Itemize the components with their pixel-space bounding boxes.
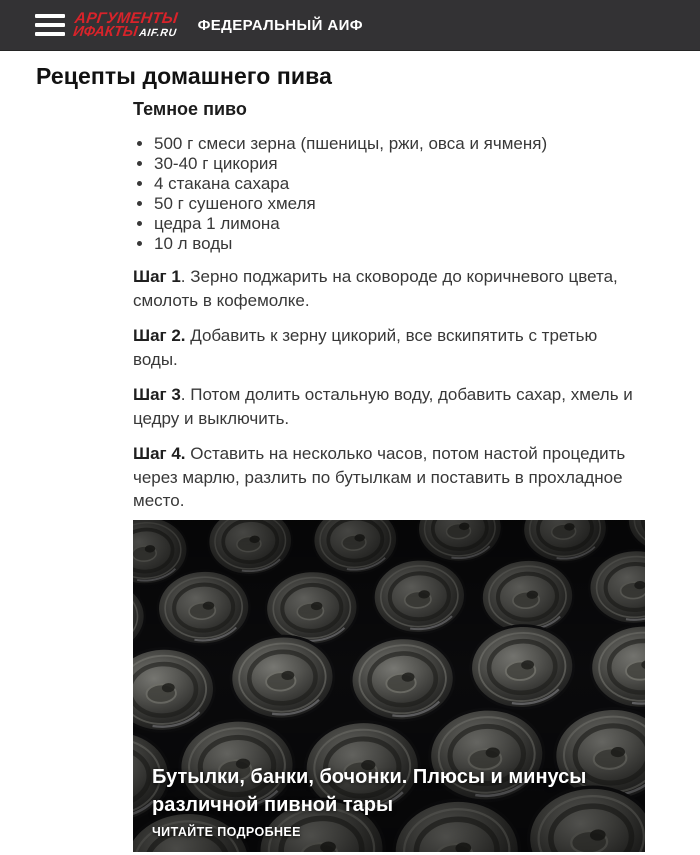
step-text: . Потом долить остальную воду, добавить сахар, хмель и цедру и выключить. (133, 385, 633, 428)
ingredient-item: • 10 л воды (154, 234, 645, 254)
recipe-step-2 (133, 324, 645, 371)
recipe-step-3 (133, 383, 645, 430)
ingredients-list (133, 134, 645, 253)
teaser-headline-link[interactable]: Бутылки, банки, бочонки. Плюсы и минусы различной пивной тары (152, 766, 587, 817)
step-label: Шаг 1 (133, 267, 181, 287)
recipe-heading: Темное пиво (133, 99, 247, 120)
step-text: . Зерно поджарить на сковороде до коричневого цвета, смолоть в кофемолке. (133, 267, 618, 310)
recipe-step-1 (133, 265, 645, 312)
site-header (0, 0, 700, 51)
aif-logo-line2: ИФАКТЫAIF.RU (72, 23, 178, 40)
step-text: Оставить на несколько часов, потом настой процедить через марлю, разлить по бутылкам и поставить в прохладное место. (133, 444, 626, 510)
ingredient-item: • 500 г смеси зерна (пшеницы, ржи, овса и ячменя) (154, 134, 645, 154)
page-title: Рецепты домашнего пива (36, 63, 332, 89)
related-article-teaser[interactable] (133, 520, 645, 852)
step-label: Шаг 2. (133, 326, 186, 346)
ingredient-item: • цедра 1 лимона (154, 214, 645, 234)
step-label: Шаг 3 (133, 385, 181, 405)
federal-aif-link[interactable]: ФЕДЕРАЛЬНЫЙ АИФ (197, 16, 363, 34)
aif-logo-line1: АРГУМЕНТЫ (73, 9, 179, 27)
read-more-link[interactable]: ЧИТАЙТЕ ПОДРОБНЕЕ (152, 825, 301, 840)
article-body (133, 99, 645, 512)
article-main (0, 63, 700, 852)
aif-logo-domain: AIF.RU (138, 26, 178, 39)
recipe-step-4 (133, 442, 645, 512)
ingredient-item: • 4 стакана сахара (154, 174, 645, 194)
step-text: Добавить к зерну цикорий, все вскипятить с третью воды. (133, 326, 598, 369)
aif-logo[interactable] (72, 9, 179, 40)
step-label: Шаг 4. (133, 444, 186, 464)
ingredient-item: • 50 г сушеного хмеля (154, 194, 645, 214)
hamburger-menu-icon[interactable] (35, 14, 65, 36)
ingredient-item: • 30-40 г цикория (154, 154, 645, 174)
